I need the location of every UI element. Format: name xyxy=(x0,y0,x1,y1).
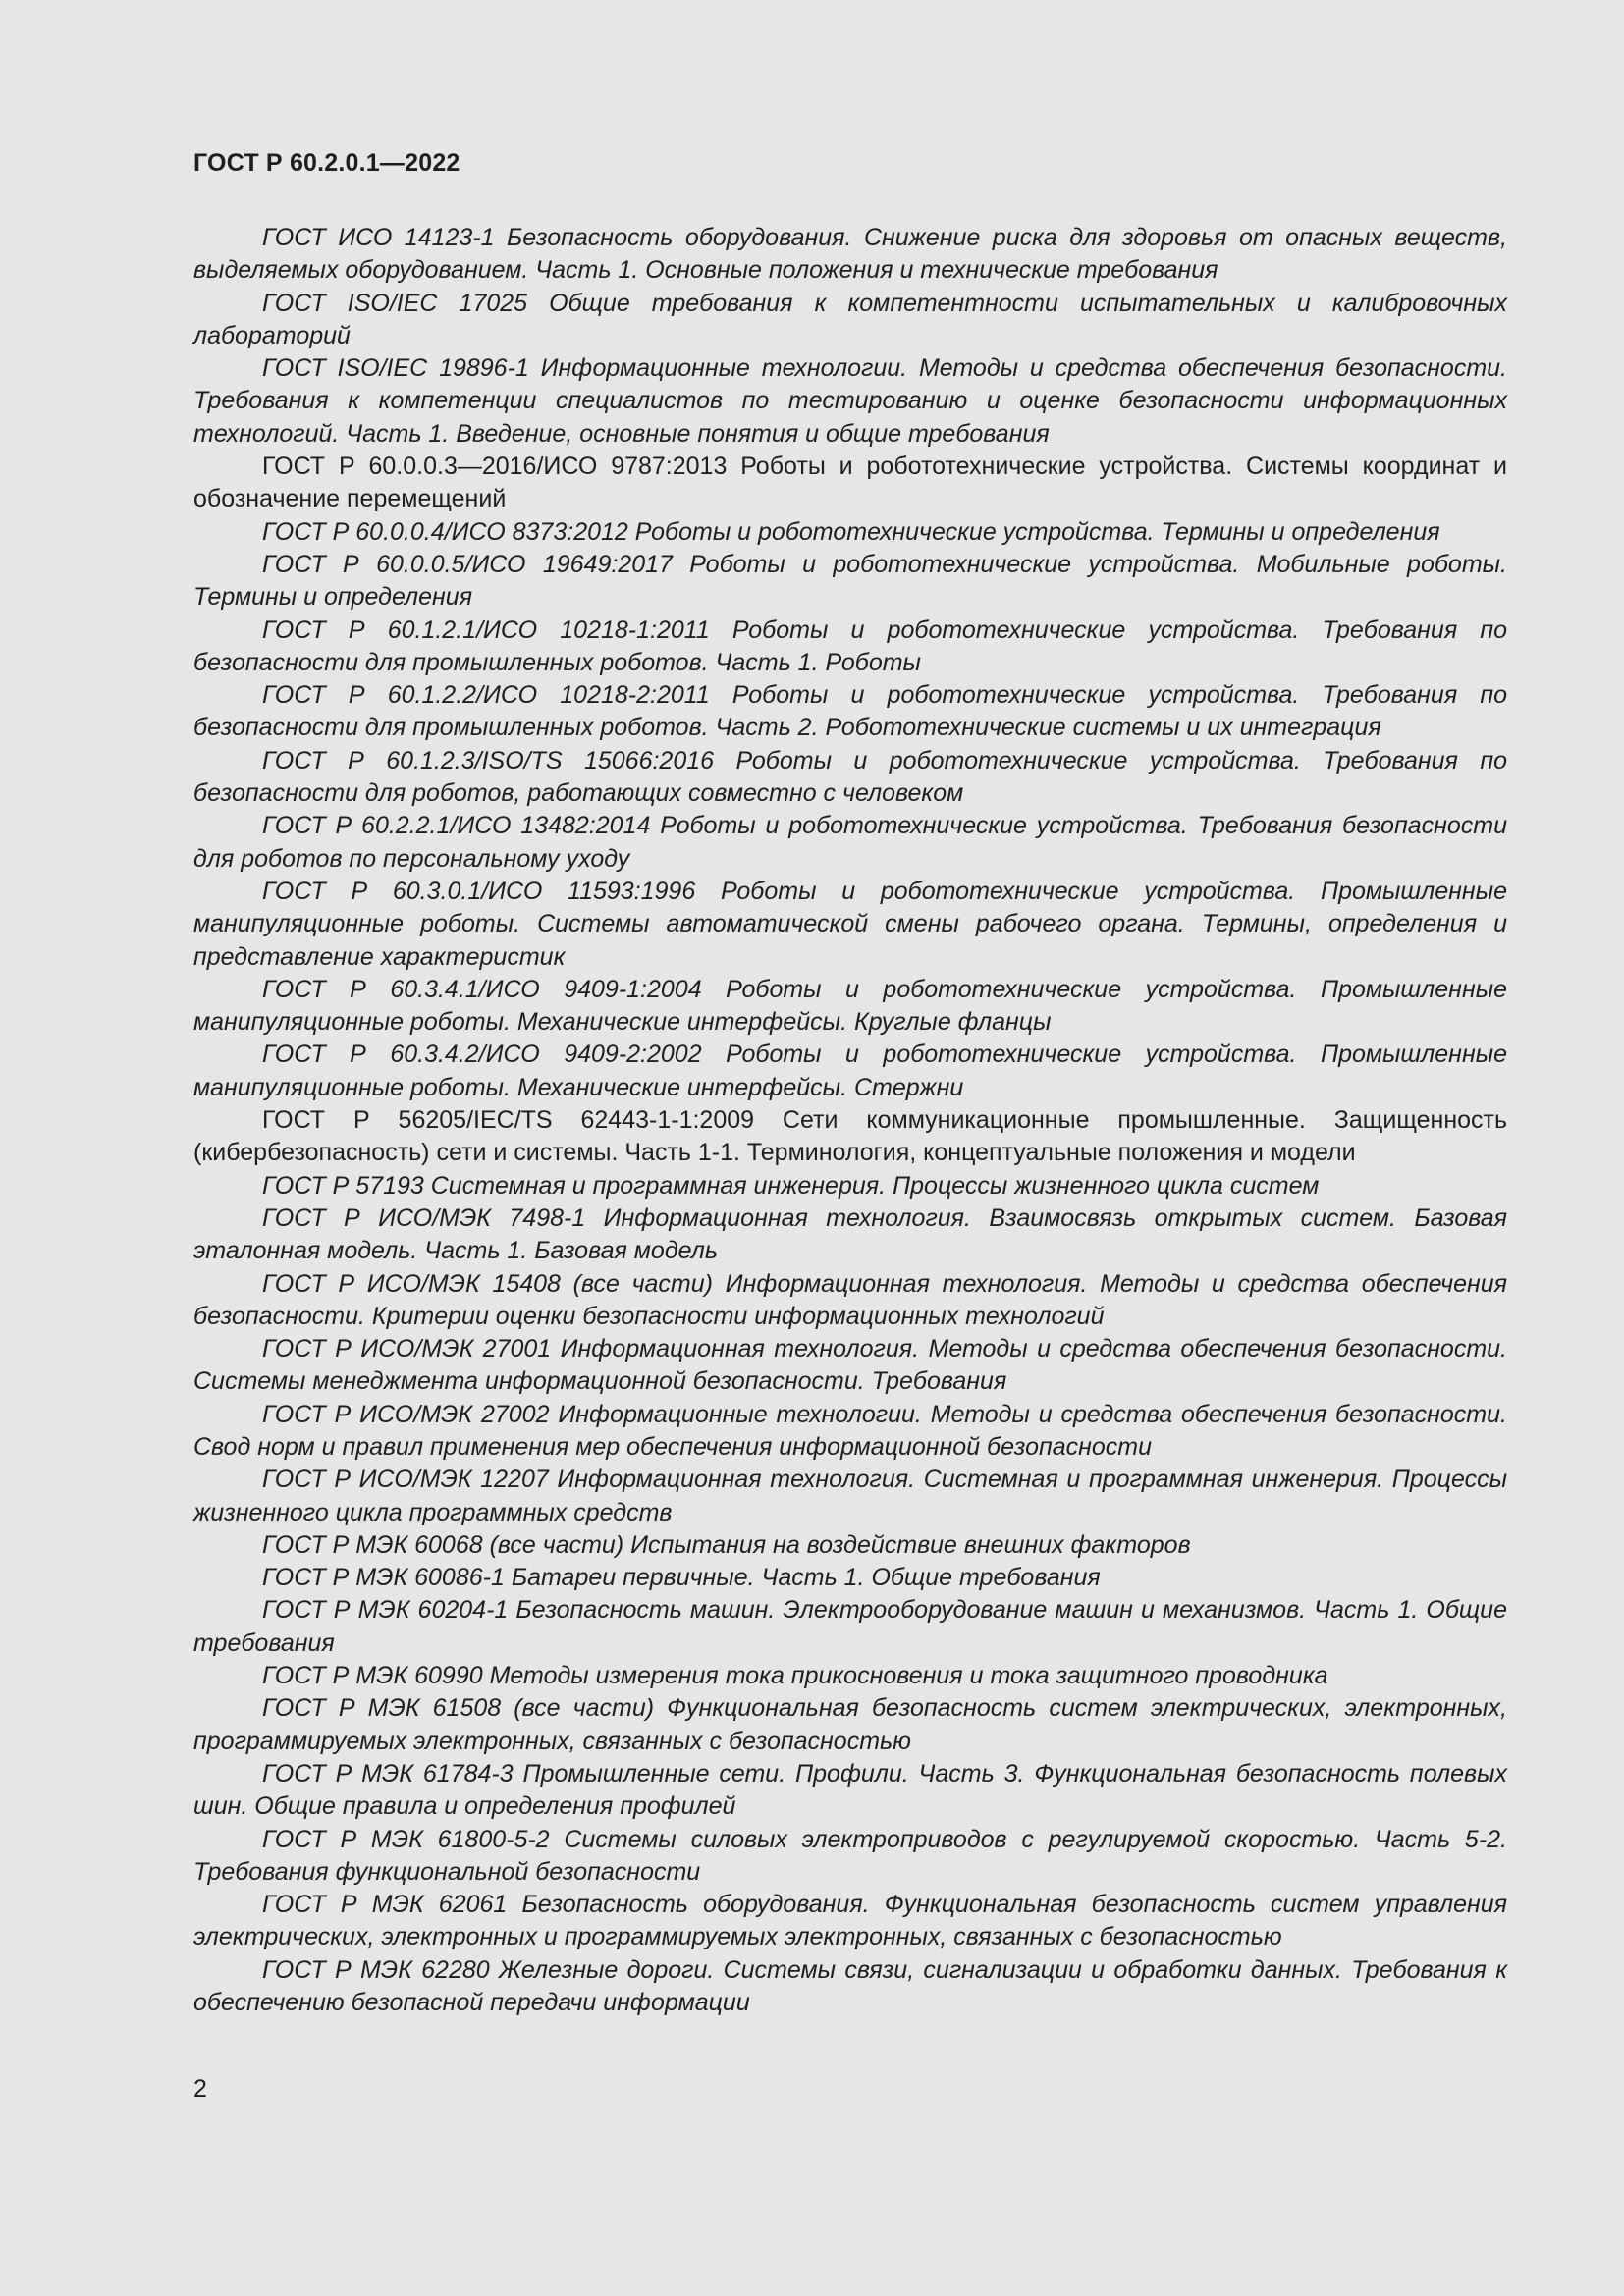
reference-entry: ГОСТ Р МЭК 60990 Методы измерения тока прикосновения и тока защитного проводника xyxy=(262,1662,1328,1690)
reference-entry: ГОСТ Р МЭК 61508 (все части) Функциональная безопасность систем электрических, электронных, программируемых электронных, связанных с безопасностью xyxy=(193,1694,1507,1755)
reference-entry: ГОСТ Р 60.1.2.1/ИСО 10218-1:2011 Роботы и робототехнические устройства. Требования по безопасности для промышленных роботов. Часть 1. Роботы xyxy=(193,615,1507,676)
reference-entry: ГОСТ Р ИСО/МЭК 27001 Информационная технология. Методы и средства обеспечения безопасности. Системы менеджмента информационной безопасности. Требования xyxy=(193,1335,1507,1396)
reference-entry: ГОСТ Р ИСО/МЭК 7498-1 Информационная технология. Взаимосвязь открытых систем. Базовая эталонная модель. Часть 1. Базовая модель xyxy=(193,1203,1507,1265)
reference-entry: ГОСТ Р 60.1.2.3/ISO/TS 15066:2016 Роботы и робототехнические устройства. Требования по безопасности для роботов, работающих совместно с человеком xyxy=(193,746,1507,808)
page-number: 2 xyxy=(193,2075,207,2103)
reference-entry: ГОСТ Р ИСО/МЭК 27002 Информационные технологии. Методы и средства обеспечения безопасности. Свод норм и правил применения мер обеспечения информационной безопасности xyxy=(193,1400,1507,1461)
reference-entry: ГОСТ Р 60.0.0.4/ИСО 8373:2012 Роботы и робототехнические устройства. Термины и определения xyxy=(262,517,1440,546)
references-list xyxy=(193,222,1507,2019)
reference-entry: ГОСТ Р 60.0.0.3—2016/ИСО 9787:2013 Роботы и робототехнические устройства. Системы координат и обозначение перемещений xyxy=(193,453,1507,513)
reference-entry: ГОСТ ISO/IEC 19896-1 Информационные технологии. Методы и средства обеспечения безопасности. Требования к компетенции специалистов по тестированию и оценке безопасности информационных технологий. Часть 1. Введение, основные понятия и общие требования xyxy=(193,354,1507,448)
reference-entry: ГОСТ Р 56205/IEC/TS 62443-1-1:2009 Сети коммуникационные промышленные. Защищенность (кибербезопасность) сети и системы. Часть 1-1. Терминология, концептуальные положения и модели xyxy=(193,1106,1507,1167)
reference-entry: ГОСТ Р 60.3.4.2/ИСО 9409-2:2002 Роботы и робототехнические устройства. Промышленные манипуляционные роботы. Механические интерфейсы. Стержни xyxy=(193,1041,1507,1101)
document-header: ГОСТ Р 60.2.0.1—2022 xyxy=(193,149,460,177)
reference-entry: ГОСТ Р МЭК 61784-3 Промышленные сети. Профили. Часть 3. Функциональная безопасность полевых шин. Общие правила и определения профилей xyxy=(193,1759,1507,1821)
reference-entry: ГОСТ Р ИСО/МЭК 15408 (все части) Информационная технология. Методы и средства обеспечения безопасности. Критерии оценки безопасности информационных технологий xyxy=(193,1269,1507,1330)
reference-entry: ГОСТ Р 57193 Системная и программная инженерия. Процессы жизненного цикла систем xyxy=(262,1171,1320,1200)
reference-entry: ГОСТ Р 60.3.0.1/ИСО 11593:1996 Роботы и робототехнические устройства. Промышленные манипуляционные роботы. Системы автоматической смены рабочего органа. Термины, определения и представление характеристик xyxy=(193,877,1507,971)
reference-entry: ГОСТ Р МЭК 61800-5-2 Системы силовых электроприводов с регулируемой скоростью. Часть 5-2. Требования функциональной безопасности xyxy=(193,1825,1507,1886)
reference-entry: ГОСТ Р 60.2.2.1/ИСО 13482:2014 Роботы и робототехнические устройства. Требования безопасности для роботов по персональному уходу xyxy=(193,812,1507,873)
reference-entry: ГОСТ Р 60.1.2.2/ИСО 10218-2:2011 Роботы и робототехнические устройства. Требования по безопасности для промышленных роботов. Часть 2. Робототехнические системы и их интеграция xyxy=(193,681,1507,742)
reference-entry: ГОСТ Р 60.3.4.1/ИСО 9409-1:2004 Роботы и робототехнические устройства. Промышленные манипуляционные роботы. Механические интерфейсы. Круглые фланцы xyxy=(193,975,1507,1037)
reference-entry: ГОСТ ISO/IEC 17025 Общие требования к компетентности испытательных и калибровочных лабораторий xyxy=(193,289,1507,349)
reference-entry: ГОСТ Р 60.0.0.5/ИСО 19649:2017 Роботы и робототехнические устройства. Мобильные роботы. Термины и определения xyxy=(193,550,1507,612)
reference-entry: ГОСТ Р ИСО/МЭК 12207 Информационная технология. Системная и программная инженерия. Процессы жизненного цикла программных средств xyxy=(193,1466,1507,1526)
reference-entry: ГОСТ Р МЭК 60068 (все части) Испытания на воздействие внешних факторов xyxy=(262,1530,1191,1559)
reference-entry: ГОСТ Р МЭК 62061 Безопасность оборудования. Функциональная безопасность систем управления электрических, электронных и программируемых электронных, связанных с безопасностью xyxy=(193,1891,1507,1951)
reference-entry: ГОСТ Р МЭК 62280 Железные дороги. Системы связи, сигнализации и обработки данных. Требования к обеспечению безопасной передачи информации xyxy=(193,1955,1507,2017)
reference-entry: ГОСТ Р МЭК 60204-1 Безопасность машин. Электрооборудование машин и механизмов. Часть 1. Общие требования xyxy=(193,1596,1507,1657)
reference-entry: ГОСТ Р МЭК 60086-1 Батареи первичные. Часть 1. Общие требования xyxy=(262,1564,1101,1592)
reference-entry: ГОСТ ИСО 14123-1 Безопасность оборудования. Снижение риска для здоровья от опасных веществ, выделяемых оборудованием. Часть 1. Основные положения и технические требования xyxy=(193,224,1507,285)
